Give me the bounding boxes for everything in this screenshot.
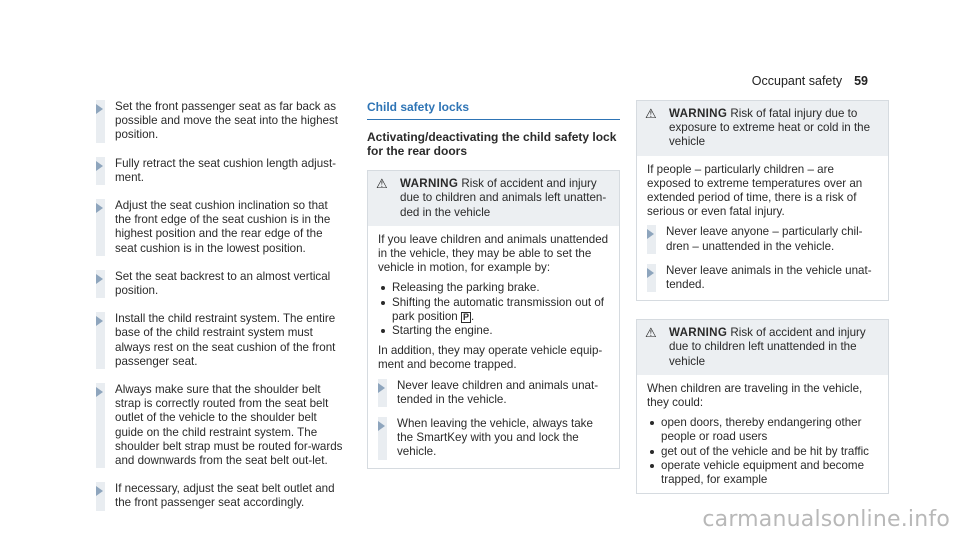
step-arrow-icon (96, 274, 103, 284)
list-item: operate vehicle equipment and become trapped, for example (647, 459, 880, 487)
list-item: Starting the engine. (378, 324, 611, 338)
page-number: 59 (854, 74, 868, 88)
instruction-step (96, 100, 344, 143)
warning-triangle-icon: ⚠ (645, 106, 657, 121)
warning-box (636, 100, 889, 301)
list-item: Shifting the automatic transmission out of park position P . (378, 296, 611, 324)
warning-box (367, 170, 620, 468)
instruction-step (96, 270, 344, 298)
warning-triangle-icon: ⚠ (376, 176, 388, 192)
bullet-list (378, 281, 611, 338)
warning-text: Risk of fatal injury due to exposure to extreme heat or cold in the vehicle (669, 107, 871, 149)
warning-label: WARNING (400, 177, 459, 191)
step-arrow-icon (96, 203, 103, 213)
column-2 (367, 100, 620, 479)
instruction-step (96, 199, 344, 256)
step-text: Never leave anyone – particularly chil-dren – unattended in the vehicle. (666, 225, 863, 253)
bullet-list (647, 416, 880, 487)
warning-label: WARNING (669, 326, 728, 340)
warning-box (636, 319, 889, 494)
step-arrow-icon (647, 268, 654, 278)
warning-body (637, 375, 888, 487)
step-arrow-icon (96, 104, 103, 114)
warning-body (637, 156, 888, 301)
instruction-step (647, 225, 880, 253)
warning-header (637, 101, 888, 156)
warning-triangle-icon: ⚠ (645, 325, 657, 341)
section-name: Occupant safety (751, 74, 843, 88)
step-text: If necessary, adjust the seat belt outlet and the front passenger seat accordingly. (115, 482, 335, 510)
instruction-step (96, 312, 344, 369)
step-arrow-icon (96, 486, 103, 496)
warning-header (637, 320, 888, 375)
watermark: carmanualsonline.info (702, 506, 950, 532)
step-text: Set the front passenger seat as far back as possible and move the seat into the highest position. (115, 100, 339, 142)
step-arrow-icon (647, 229, 654, 239)
step-text: Always make sure that the shoulder belt strap is correctly routed from the seat belt outlet of the vehicle to the shoulder belt guide on the child restraint system. The shoulder belt strap must be routed for-wards and downwards from the seat belt out-let. (115, 383, 343, 468)
park-position-icon: P (462, 311, 469, 322)
step-text: Never leave children and animals unat-tended in the vehicle. (397, 378, 599, 406)
instruction-step (378, 379, 611, 407)
list-item: get out of the vehicle and be hit by traffic (647, 445, 880, 459)
column-3 (636, 100, 889, 504)
warning-label: WARNING (669, 107, 728, 120)
instruction-step (647, 264, 880, 292)
section-title: Child safety locks (367, 100, 620, 120)
step-text: When leaving the vehicle, always take the SmartKey with you and lock the vehicle. (397, 417, 593, 459)
step-text: Install the child restraint system. The entire base of the child restraint system must always rest on the seat cushion of the front passenger seat. (115, 312, 336, 368)
warning-intro: When children are traveling in the vehicle, they could: (647, 381, 863, 410)
warning-body (368, 226, 619, 468)
instruction-step (96, 383, 344, 468)
instruction-step (378, 417, 611, 460)
warning-text: Risk of accident and injury due to children left unattended in the vehicle (669, 326, 866, 368)
column-1 (96, 100, 344, 525)
warning-text: Risk of accident and injury due to children and animals left unatten-ded in the vehicle (400, 177, 607, 219)
list-item: Releasing the parking brake. (378, 281, 611, 295)
list-item: open doors, thereby endangering other people or road users (647, 416, 880, 444)
step-arrow-icon (378, 421, 385, 431)
step-arrow-icon (96, 161, 103, 171)
warning-intro: If people – particularly children – are exposed to extreme temperatures over an extended period of time, there is a risk of serious or even fatal injury. (647, 162, 863, 219)
step-arrow-icon (378, 383, 385, 393)
warning-outro: In addition, they may operate vehicle equip-ment and become trapped. (378, 344, 603, 372)
instruction-step (96, 157, 344, 185)
instruction-step (96, 482, 344, 510)
step-arrow-icon (96, 387, 103, 397)
subsection-heading: Activating/deactivating the child safety lock for the rear doors (367, 130, 617, 159)
step-text: Never leave animals in the vehicle unat-tended. (666, 263, 872, 292)
step-text: Adjust the seat cushion inclination so that the front edge of the seat cushion is in the highest position and the rear edge of the seat cushion is in the lowest position. (115, 199, 331, 255)
warning-header (368, 171, 619, 226)
step-text: Fully retract the seat cushion length adjust-ment. (115, 156, 337, 184)
page-header (752, 74, 868, 88)
step-text: Set the seat backrest to an almost vertical position. (115, 269, 331, 298)
step-arrow-icon (96, 316, 103, 326)
warning-intro: If you leave children and animals unattended in the vehicle, they may be able to set the vehicle in motion, for example by: (378, 232, 609, 275)
